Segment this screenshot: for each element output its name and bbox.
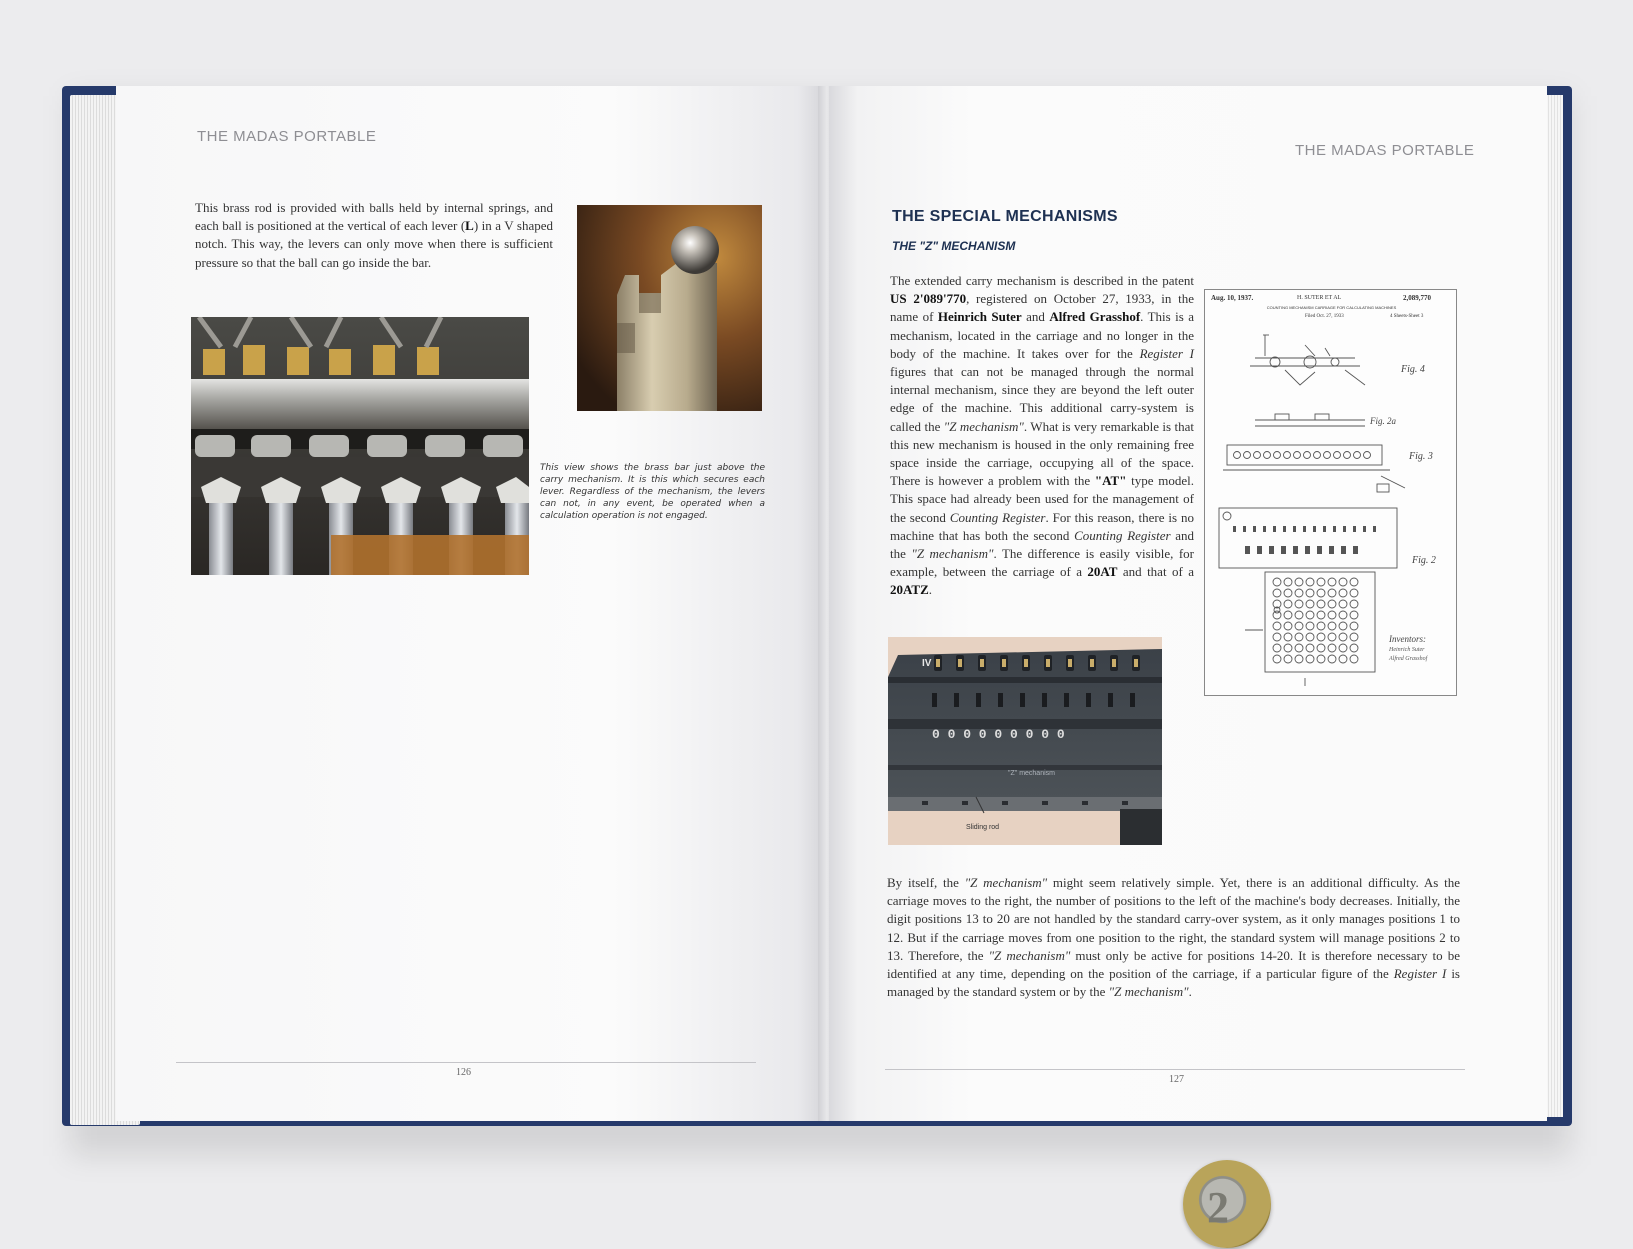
coin-denomination: 2 (1207, 1183, 1229, 1232)
running-head-right: THE MADAS PORTABLE (1295, 142, 1475, 159)
para-text: . This is a mechanism, located in the carriage and no longer in the body of the machine. It takes over for the (890, 309, 1194, 361)
patent-date: Aug. 10, 1937. (1211, 294, 1254, 302)
z-term: "Z mechanism" (1108, 984, 1189, 1000)
fig-2-label: Fig. 2 (1412, 555, 1436, 566)
register-term: Register I (1139, 345, 1194, 361)
counting-register-term: Counting Register (1074, 527, 1171, 543)
patent-number: US 2'089'770 (890, 291, 967, 307)
two-euro-coin (1183, 1160, 1271, 1248)
carriage-photo (888, 637, 1162, 845)
para-text: and that of a (1117, 564, 1194, 580)
para-text: , registered on October 27, 1933, in the name of (890, 291, 1195, 325)
para-text: . (1188, 984, 1192, 1000)
photo-caption: This view shows the brass bar just above the carry mechanism. It is this which secures each lever. Regardless of the mechanism, the levers can not, in any event, be operated when a calculation operation is not engaged. (540, 463, 765, 521)
intro-text: This brass rod is provided with balls held by internal springs, and each ball is positioned at the vertical of each lever ( (195, 200, 553, 234)
sliding-rod-label: Sliding rod (966, 824, 1000, 831)
register-zeros: 0 0 0 0 0 0 0 0 0 (932, 727, 1065, 742)
para-text: . The difference is easily visible, for example, between the carriage of a (890, 546, 1194, 580)
footer-rule-right (885, 1069, 1465, 1070)
patent-sheets: 4 Sheets-Sheet 3 (1390, 314, 1424, 319)
page-number-left: 126 (456, 1067, 471, 1078)
para-text: must only be active for positions 14-20. It is therefore necessary to be identified at any time, depending on the position of the carriage, if a particular figure of the (887, 947, 1460, 982)
z-term: "Z mechanism" (988, 947, 1071, 963)
para-text: and the (890, 527, 1194, 562)
para-text: By itself, the (887, 875, 965, 890)
signature: Alfred Grasshof (1389, 656, 1428, 662)
z-term: "Z mechanism" (964, 875, 1048, 890)
brass-ball-photo (577, 205, 762, 411)
z-term: "Z mechanism" (943, 418, 1024, 434)
para-text: might seem relatively simple. Yet, there is an additional difficulty. As the carriage moves to the right, the number of positions to the left of the machine's body decreases. Initially, the digit positions 13 to 20 are not handled by the standard carry-over system, as it only manages positions 1 to 12. But if the carriage moves from one position to the right, the standard system will manage positions 2 to 13. Therefore, the (887, 875, 1461, 963)
model-20at: 20AT (1087, 564, 1118, 580)
intro-paragraph (195, 199, 553, 272)
fig-3-label: Fig. 3 (1409, 451, 1433, 462)
inventor-name: Heinrich Suter (937, 309, 1022, 325)
right-page (829, 86, 1547, 1121)
patent-number-label: 2,089,770 (1403, 294, 1431, 302)
patent-heading: COUNTING MECHANISM CARRIAGE FOR CALCULATING MACHINES (1266, 305, 1397, 310)
patent-drawing (1204, 289, 1457, 696)
patent-inventor: H. SUTER ET AL (1297, 295, 1342, 301)
para-text: The extended carry mechanism is described in the patent (890, 273, 1194, 288)
footer-rule-left (176, 1062, 756, 1063)
page-number-right: 127 (1169, 1074, 1184, 1085)
lever-letter: L (465, 218, 474, 234)
difficulty-paragraph (887, 874, 1460, 1001)
fig-2a-label: Fig. 2a (1370, 416, 1396, 426)
register-iv-label: IV (922, 658, 932, 669)
section-subtitle: THE "Z" MECHANISM (892, 239, 1016, 253)
running-head-left: THE MADAS PORTABLE (197, 128, 377, 145)
fig-4-label: Fig. 4 (1401, 364, 1425, 375)
para-text: figures that can not be managed through the normal internal mechanism, since they are beyond the left outer edge of the machine. This additional carry-system is called the (890, 364, 1194, 434)
para-text: type model. This space had already been used for the management of the second (890, 473, 1194, 525)
para-text: . (928, 582, 933, 598)
z-term: "Z mechanism" (911, 546, 994, 562)
model-at: "AT" (1094, 473, 1127, 489)
para-text: is managed by the standard system or by the (887, 966, 1460, 1000)
para-text: . For this reason, there is no machine that has both the second (890, 509, 1195, 543)
patent-filed: Filed Oct. 27, 1933 (1305, 314, 1344, 319)
section-title: THE SPECIAL MECHANISMS (892, 208, 1118, 225)
para-text: . What is very remarkable is that this new mechanism is housed in the only remaining free space inside the carriage, occupying all of the space. There is however a problem with the (890, 418, 1194, 489)
para-text: and (1021, 309, 1050, 325)
left-page (116, 86, 826, 1121)
z-mechanism-paragraph (890, 272, 1194, 600)
counting-register-term: Counting Register (949, 509, 1046, 525)
register-term: Register I (1393, 966, 1447, 982)
model-20atz: 20ATZ (890, 582, 929, 598)
carry-mechanism-photo (191, 317, 529, 575)
inventor-name: Alfred Grasshof (1049, 309, 1141, 325)
signature: Heinrich Suter (1389, 647, 1425, 653)
intro-text: ) in a V shaped notch. This way, the levers can only move when there is sufficient pressure so that the ball can go inside the bar. (195, 218, 554, 270)
z-mechanism-label: "Z" mechanism (1008, 770, 1055, 777)
page-stack-right (1545, 95, 1563, 1117)
inventors-label: Inventors: (1389, 634, 1426, 644)
